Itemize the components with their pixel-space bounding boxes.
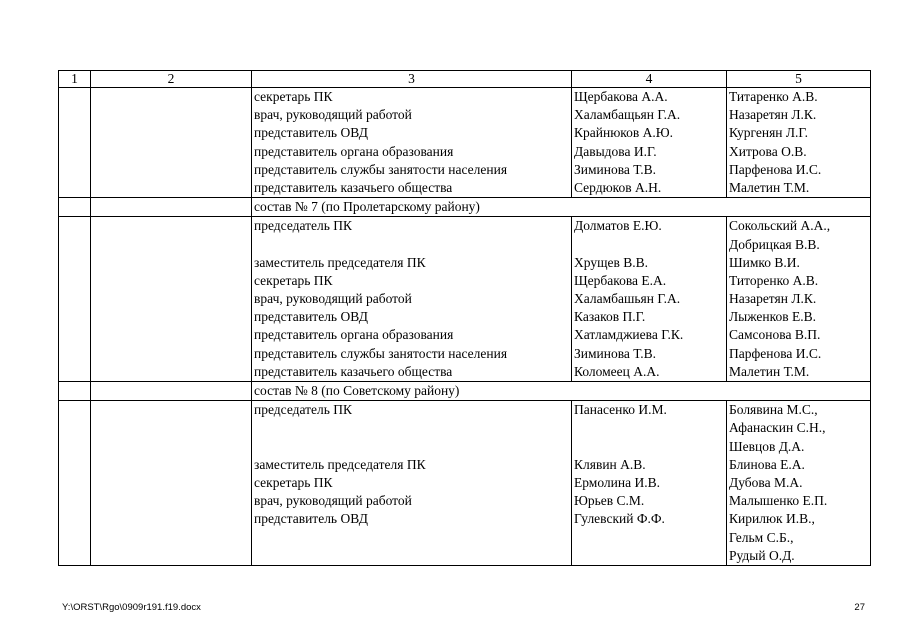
- deputy-name: Парфенова И.С.: [729, 161, 822, 177]
- document-table: [58, 70, 871, 566]
- member-name: Клявин А.В.: [574, 456, 646, 472]
- deputy-name: Болявина М.С.,: [729, 402, 818, 418]
- deputy-name: Лыженков Е.В.: [729, 309, 816, 325]
- column-number-row: [59, 71, 871, 88]
- member-name: Ермолина И.В.: [574, 474, 660, 490]
- member-name: Халамбашьян Г.А.: [574, 291, 681, 307]
- empty-cell: [59, 401, 91, 566]
- role-line: секретарь ПК: [254, 89, 333, 104]
- role-line: представитель органа образования: [254, 327, 454, 343]
- deputy-name: Титаренко А.В.: [729, 89, 818, 104]
- section-members-row: [59, 88, 871, 198]
- section-members-row: [59, 217, 871, 382]
- role-line: представитель ОВД: [254, 309, 368, 325]
- members-cell: [572, 401, 727, 566]
- deputy-name: Титоренко А.В.: [729, 272, 819, 288]
- empty-cell: [59, 88, 91, 198]
- member-name: Щербакова А.А.: [574, 89, 668, 104]
- member-name: Щербакова Е.А.: [574, 272, 667, 288]
- deputy-name: Малетин Т.М.: [729, 179, 810, 195]
- empty-cell: [91, 88, 252, 198]
- roles-cell: [252, 217, 572, 382]
- column-number-5: 5: [727, 71, 871, 88]
- page-number: 27: [854, 602, 865, 613]
- empty-cell: [59, 217, 91, 382]
- role-line: [254, 547, 569, 565]
- empty-cell: [91, 382, 252, 401]
- role-line: председатель ПК: [254, 402, 353, 418]
- member-name: [574, 419, 724, 437]
- empty-cell: [91, 198, 252, 217]
- file-path: Y:\ORST\Rgo\0909r191.f19.docx: [62, 602, 201, 613]
- empty-cell: [59, 382, 91, 401]
- member-name: Крайнюков А.Ю.: [574, 125, 674, 141]
- member-name: Давыдова И.Г.: [574, 143, 657, 159]
- role-line: врач, руководящий работой: [254, 493, 412, 509]
- deputy-name: Сокольский А.А.,: [729, 218, 831, 234]
- member-name: Хатламджиева Г.К.: [574, 327, 684, 343]
- role-line: представитель органа образования: [254, 143, 454, 159]
- member-name: Казаков П.Г.: [574, 309, 646, 325]
- table-body: [59, 71, 871, 566]
- deputy-name: Дубова М.А.: [729, 474, 803, 490]
- member-name: Панасенко И.М.: [574, 402, 667, 418]
- role-line: врач, руководящий работой: [254, 107, 412, 123]
- section-title-row: [59, 198, 871, 217]
- deputy-name: Гельм С.Б.,: [729, 529, 794, 545]
- deputy-name: Шимко В.И.: [729, 254, 800, 270]
- deputy-name: Назаретян Л.К.: [729, 107, 817, 123]
- empty-cell: [91, 217, 252, 382]
- empty-cell: [59, 198, 91, 217]
- empty-cell: [91, 401, 252, 566]
- roles-cell: [252, 401, 572, 566]
- role-line: [254, 438, 569, 456]
- section-title-row: [59, 382, 871, 401]
- deputy-name: Малышенко Е.П.: [729, 493, 828, 509]
- member-name: Коломеец А.А.: [574, 363, 660, 379]
- role-line: [254, 236, 569, 254]
- role-line: врач, руководящий работой: [254, 291, 412, 307]
- roles-cell: [252, 88, 572, 198]
- member-name: Юрьев С.М.: [574, 493, 645, 509]
- member-name: Зиминова Т.В.: [574, 161, 656, 177]
- deputy-name: Малетин Т.М.: [729, 363, 810, 379]
- deputy-name: Шевцов Д.А.: [729, 438, 805, 454]
- member-name: Зиминова Т.В.: [574, 345, 656, 361]
- member-name: [574, 547, 724, 565]
- members-cell: [572, 88, 727, 198]
- deputies-cell: [727, 88, 871, 198]
- role-line: представитель службы занятости населения: [254, 345, 508, 361]
- deputy-name: Блинова Е.А.: [729, 456, 805, 472]
- member-name: [574, 438, 724, 456]
- role-line: заместитель председателя ПК: [254, 456, 426, 472]
- column-number-1: 1: [59, 71, 91, 88]
- column-number-2: 2: [91, 71, 252, 88]
- members-cell: [572, 217, 727, 382]
- deputies-cell: [727, 401, 871, 566]
- deputy-name: Самсонова В.П.: [729, 327, 821, 343]
- member-name: [574, 529, 724, 547]
- section-title: состав № 7 (по Пролетарскому району): [252, 198, 871, 217]
- member-name: Халамбащьян Г.А.: [574, 107, 681, 123]
- column-number-4: 4: [572, 71, 727, 88]
- deputy-name: Афанаскин С.Н.,: [729, 420, 826, 436]
- deputy-name: Хитрова О.В.: [729, 143, 807, 159]
- deputy-name: Кургенян Л.Г.: [729, 125, 809, 141]
- role-line: представитель казачьего общества: [254, 179, 453, 195]
- member-name: Гулевский Ф.Ф.: [574, 511, 665, 527]
- deputy-name: Добрицкая В.В.: [729, 236, 820, 252]
- deputy-name: Назаретян Л.К.: [729, 291, 817, 307]
- deputy-name: Рудый О.Д.: [729, 547, 795, 563]
- deputy-name: Парфенова И.С.: [729, 345, 822, 361]
- section-title: состав № 8 (по Советскому району): [252, 382, 871, 401]
- role-line: [254, 529, 569, 547]
- deputy-name: Кирилюк И.В.,: [729, 511, 815, 527]
- member-name: Хрущев В.В.: [574, 254, 648, 270]
- member-name: Долматов Е.Ю.: [574, 218, 662, 234]
- role-line: [254, 419, 569, 437]
- deputies-cell: [727, 217, 871, 382]
- role-line: представитель ОВД: [254, 125, 368, 141]
- role-line: заместитель председателя ПК: [254, 254, 426, 270]
- role-line: секретарь ПК: [254, 272, 333, 288]
- section-members-row: [59, 401, 871, 566]
- column-number-3: 3: [252, 71, 572, 88]
- role-line: представитель службы занятости населения: [254, 161, 508, 177]
- role-line: представитель казачьего общества: [254, 363, 453, 379]
- role-line: представитель ОВД: [254, 511, 368, 527]
- role-line: секретарь ПК: [254, 474, 333, 490]
- member-name: [574, 236, 724, 254]
- member-name: Сердюков А.Н.: [574, 179, 662, 195]
- role-line: председатель ПК: [254, 218, 353, 234]
